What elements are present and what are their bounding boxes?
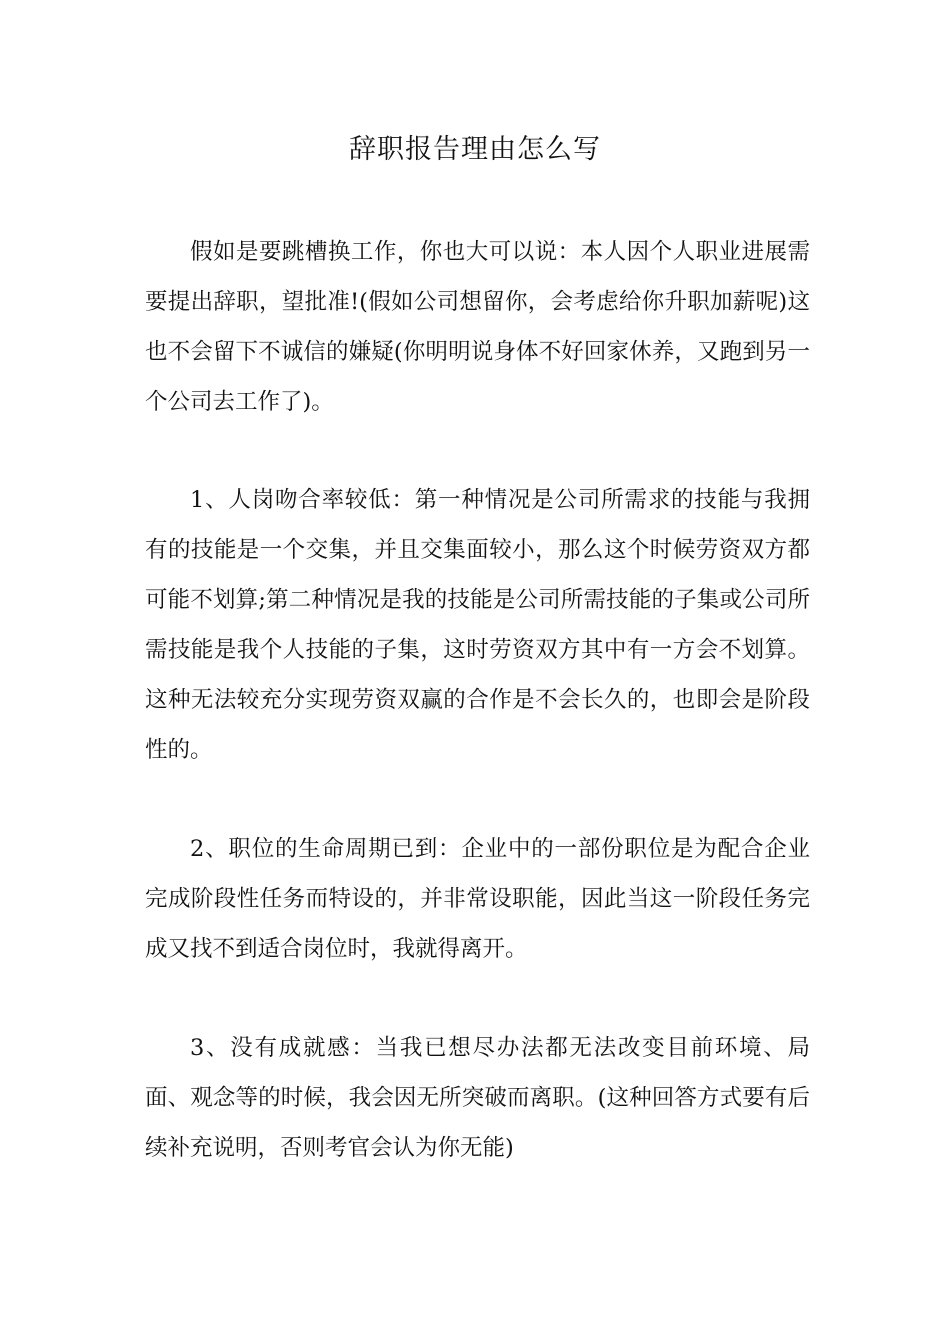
paragraph-reason-1: 1、人岗吻合率较低：第一种情况是公司所需求的技能与我拥有的技能是一个交集，并且交集面较小，那么这个时候劳资双方都可能不划算;第二种情况是我的技能是公司所需技能的子集或公司所需技能是我个人技能的子集，这时劳资双方其中有一方会不划算。这种无法较充分实现劳资双赢的合作是不会长久的，也即会是阶段性的。: [145, 487, 810, 763]
paragraph-intro: 假如是要跳槽换工作，你也大可以说：本人因个人职业进展需要提出辞职，望批准!(假如公司想留你，会考虑给你升职加薪呢)这也不会留下不诚信的嫌疑(你明明说身体不好回家休养，又跑到另一个公司去工作了)。: [145, 239, 810, 415]
document-title: 辞职报告理由怎么写: [349, 134, 601, 165]
paragraph-reason-3: 3、没有成就感：当我已想尽办法都无法改变目前环境、局面、观念等的时候，我会因无所突破而离职。(这种回答方式要有后续补充说明，否则考官会认为你无能): [145, 1035, 810, 1161]
paragraph-reason-2: 2、职位的生命周期已到：企业中的一部份职位是为配合企业完成阶段性任务而特设的，并非常设职能，因此当这一阶段任务完成又找不到适合岗位时，我就得离开。: [145, 836, 810, 962]
